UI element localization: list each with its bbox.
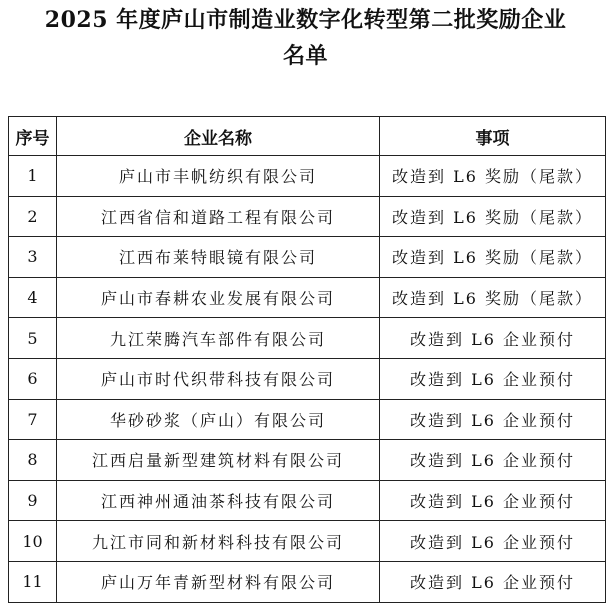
table-row xyxy=(9,277,606,318)
table-row xyxy=(9,399,606,440)
row-index: 8 xyxy=(9,440,57,481)
table-row xyxy=(9,561,606,602)
row-item: 改造到 L6 企业预付 xyxy=(380,561,606,602)
row-company: 庐山市春耕农业发展有限公司 xyxy=(57,277,380,318)
row-index: 3 xyxy=(9,237,57,278)
row-item: 改造到 L6 企业预付 xyxy=(380,358,606,399)
table-row xyxy=(9,440,606,481)
row-index: 6 xyxy=(9,358,57,399)
row-company: 江西神州通油茶科技有限公司 xyxy=(57,480,380,521)
row-company: 江西省信和道路工程有限公司 xyxy=(57,196,380,237)
row-index: 2 xyxy=(9,196,57,237)
row-company: 庐山市丰帆纺织有限公司 xyxy=(57,156,380,197)
award-table xyxy=(8,116,606,603)
row-company: 庐山市时代织带科技有限公司 xyxy=(57,358,380,399)
row-item: 改造到 L6 企业预付 xyxy=(380,480,606,521)
document-title xyxy=(0,2,611,74)
row-item: 改造到 L6 企业预付 xyxy=(380,318,606,359)
table-header-row xyxy=(9,117,606,156)
table-row xyxy=(9,156,606,197)
row-index: 7 xyxy=(9,399,57,440)
title-line-2: 名单 xyxy=(282,43,328,69)
table-row xyxy=(9,480,606,521)
row-company: 九江市同和新材料科技有限公司 xyxy=(57,521,380,562)
row-index: 9 xyxy=(9,480,57,521)
row-item: 改造到 L6 奖励（尾款） xyxy=(380,277,606,318)
row-index: 1 xyxy=(9,156,57,197)
row-item: 改造到 L6 奖励（尾款） xyxy=(380,156,606,197)
row-index: 4 xyxy=(9,277,57,318)
row-item: 改造到 L6 奖励（尾款） xyxy=(380,196,606,237)
row-index: 11 xyxy=(9,561,57,602)
row-item: 改造到 L6 企业预付 xyxy=(380,399,606,440)
row-item: 改造到 L6 奖励（尾款） xyxy=(380,237,606,278)
table-row xyxy=(9,237,606,278)
table-row xyxy=(9,358,606,399)
row-company: 江西布莱特眼镜有限公司 xyxy=(57,237,380,278)
table-row xyxy=(9,196,606,237)
header-index: 序号 xyxy=(9,117,57,156)
row-company: 九江荣腾汽车部件有限公司 xyxy=(57,318,380,359)
row-company: 华砂砂浆（庐山）有限公司 xyxy=(57,399,380,440)
row-item: 改造到 L6 企业预付 xyxy=(380,521,606,562)
header-company: 企业名称 xyxy=(57,117,380,156)
row-company: 庐山万年青新型材料有限公司 xyxy=(57,561,380,602)
row-index: 10 xyxy=(9,521,57,562)
header-item: 事项 xyxy=(380,117,606,156)
table-row xyxy=(9,318,606,359)
row-company: 江西启量新型建筑材料有限公司 xyxy=(57,440,380,481)
title-line-1: 2025 年度庐山市制造业数字化转型第二批奖励企业 xyxy=(44,7,567,33)
row-index: 5 xyxy=(9,318,57,359)
row-item: 改造到 L6 企业预付 xyxy=(380,440,606,481)
table-row xyxy=(9,521,606,562)
